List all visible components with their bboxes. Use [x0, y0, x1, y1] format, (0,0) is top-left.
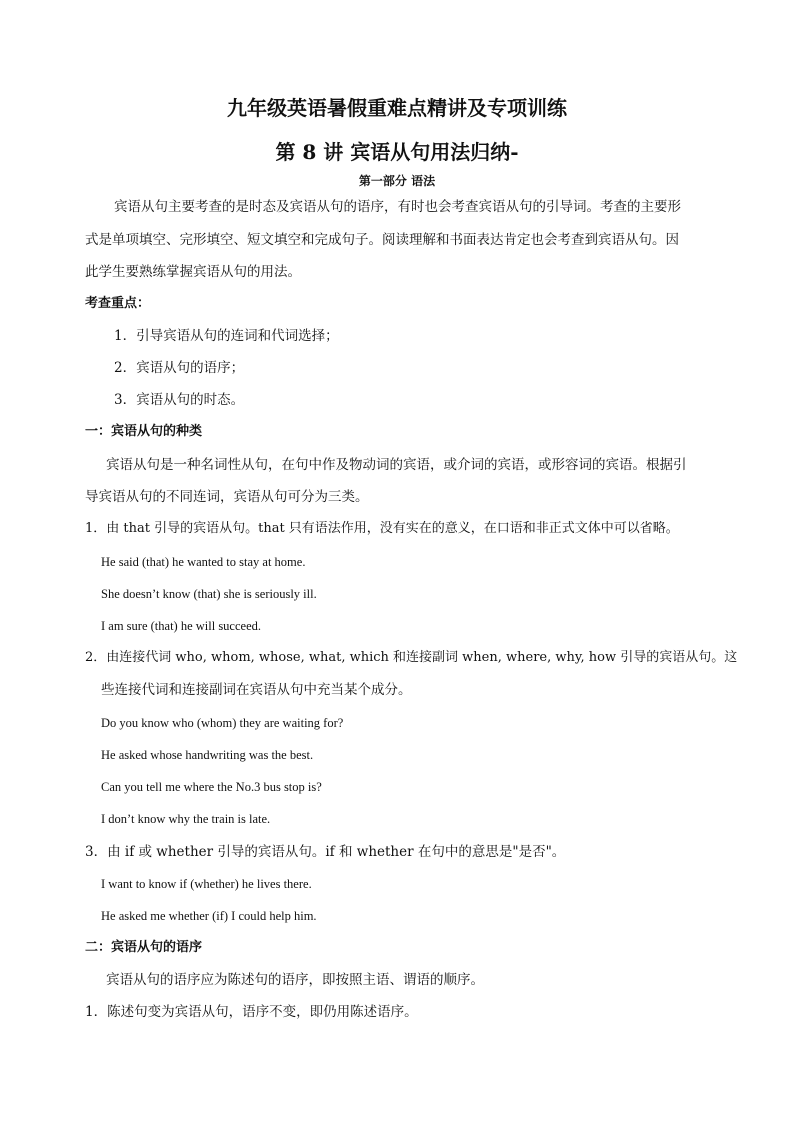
- section1-heading: 一：宾语从句的种类: [85, 424, 203, 439]
- section2-intro: 宾语从句的语序应为陈述句的语序，即按照主语、谓语的顺序。: [106, 972, 484, 988]
- key-point-1: 1．引导宾语从句的连词和代词选择；: [114, 328, 339, 344]
- example-sentence: Do you know who (whom) they are waiting for?: [101, 716, 344, 730]
- example-sentence: I want to know if (whether) he lives there.: [101, 877, 312, 891]
- section1-point-1: 1．由 that 引导的宾语从句。that 只有语法作用，没有实在的意义，在口语和非正式文体中可以省略。: [85, 521, 679, 536]
- part-heading: 第一部分 语法: [358, 174, 436, 188]
- intro-line-3: 此学生要熟练掌握宾语从句的用法。: [85, 264, 301, 280]
- section2-point-1: 1．陈述句变为宾语从句，语序不变，即仍用陈述语序。: [85, 1004, 418, 1020]
- key-point-3: 3．宾语从句的时态。: [114, 392, 245, 408]
- document-title: 九年级英语暑假重难点精讲及专项训练: [227, 96, 567, 120]
- example-sentence: He said (that) he wanted to stay at home.: [101, 555, 306, 569]
- intro-line-1: 宾语从句主要考查的是时态及宾语从句的语序，有时也会考查宾语从句的引导词。考查的主要形: [114, 199, 681, 215]
- section2-heading: 二：宾语从句的语序: [85, 940, 203, 955]
- example-sentence: I don’t know why the train is late.: [101, 812, 271, 826]
- example-sentence: I am sure (that) he will succeed.: [101, 619, 262, 633]
- section1-point-2-cont: 些连接代词和连接副词在宾语从句中充当某个成分。: [101, 682, 412, 698]
- section1-point-2: 2．由连接代词 who, whom, whose, what, which 和连接副词 when, where, why, how 引导的宾语从句。这: [85, 650, 738, 665]
- example-sentence: He asked whose handwriting was the best.: [101, 748, 314, 762]
- example-sentence: Can you tell me where the No.3 bus stop is?: [101, 780, 322, 794]
- section1-intro-line-1: 宾语从句是一种名词性从句，在句中作及物动词的宾语，或介词的宾语，或形容词的宾语。根据引: [106, 457, 687, 473]
- lesson-title: 第 8 讲 宾语从句用法归纳-: [275, 140, 519, 164]
- section1-intro-line-2: 导宾语从句的不同连词，宾语从句可分为三类。: [85, 489, 369, 505]
- intro-line-2: 式是单项填空、完形填空、短文填空和完成句子。阅读理解和书面表达肯定也会考查到宾语从句。因: [85, 232, 679, 248]
- key-points-heading: 考查重点：: [85, 296, 151, 311]
- example-sentence: He asked me whether (if) I could help him.: [101, 909, 317, 923]
- example-sentence: She doesn’t know (that) she is seriously ill.: [101, 587, 317, 601]
- section1-point-3: 3．由 if 或 whether 引导的宾语从句。if 和 whether 在句中的意思是"是否"。: [85, 844, 566, 860]
- key-point-2: 2．宾语从句的语序；: [114, 360, 245, 376]
